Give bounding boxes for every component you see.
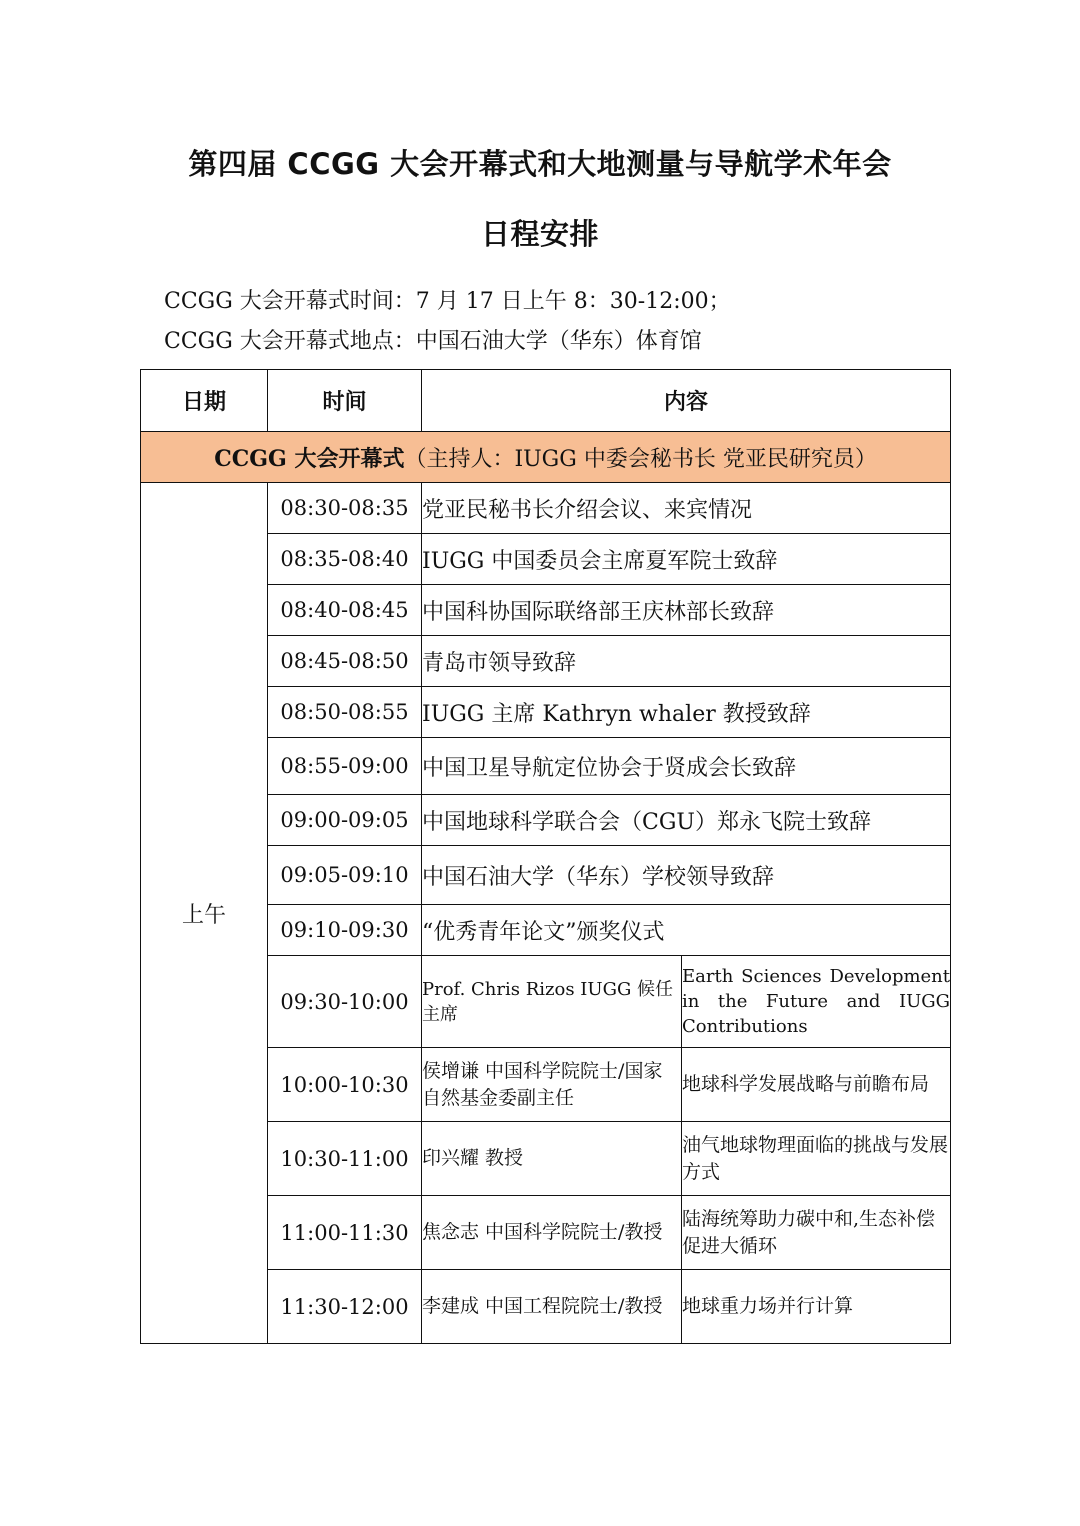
content-cell: 中国石油大学（华东）学校领导致辞 xyxy=(422,846,951,905)
speaker-cell: Prof. Chris Rizos IUGG 候任主席 xyxy=(422,956,682,1048)
time-cell: 10:30-11:00 xyxy=(268,1122,422,1196)
topic-cell: Earth Sciences Development in the Future and IUGG Contributions xyxy=(682,956,951,1048)
document-subtitle: 日程安排 xyxy=(480,217,599,251)
speaker-cell: 李建成 中国工程院院士/教授 xyxy=(422,1270,682,1344)
time-cell: 08:40-08:45 xyxy=(268,585,422,636)
time-cell: 11:00-11:30 xyxy=(268,1196,422,1270)
topic-cell: 油气地球物理面临的挑战与发展方式 xyxy=(682,1122,951,1196)
time-cell: 08:45-08:50 xyxy=(268,636,422,687)
time-cell: 09:30-10:00 xyxy=(268,956,422,1048)
time-cell: 08:35-08:40 xyxy=(268,534,422,585)
document-title: 第四届 CCGG 大会开幕式和大地测量与导航学术年会 xyxy=(188,147,892,181)
time-cell: 09:05-09:10 xyxy=(268,846,422,905)
speaker-cell: 侯增谦 中国科学院院士/国家自然基金委副主任 xyxy=(422,1048,682,1122)
section-host: （主持人：IUGG 中委会秘书长 党亚民研究员） xyxy=(404,446,877,472)
time-cell: 08:55-09:00 xyxy=(268,738,422,795)
section-title: CCGG 大会开幕式 xyxy=(214,445,405,472)
topic-cell: 陆海统筹助力碳中和,生态补偿促进大循环 xyxy=(682,1196,951,1270)
content-cell: 中国地球科学联合会（CGU）郑永飞院士致辞 xyxy=(422,795,951,846)
section-row xyxy=(141,432,951,483)
time-cell: 09:10-09:30 xyxy=(268,905,422,956)
time-cell: 10:00-10:30 xyxy=(268,1048,422,1122)
content-cell: 中国卫星导航定位协会于贤成会长致辞 xyxy=(422,738,951,795)
ceremony-time: CCGG 大会开幕式时间：7 月 17 日上午 8：30-12:00； xyxy=(164,289,731,314)
content-cell: IUGG 中国委员会主席夏军院士致辞 xyxy=(422,534,951,585)
content-cell: “优秀青年论文”颁奖仪式 xyxy=(422,905,951,956)
speaker-cell: 焦念志 中国科学院院士/教授 xyxy=(422,1196,682,1270)
content-cell: 党亚民秘书长介绍会议、来宾情况 xyxy=(422,483,951,534)
table-row xyxy=(141,483,951,534)
date-cell: 上午 xyxy=(141,483,268,1344)
content-cell: 中国科协国际联络部王庆林部长致辞 xyxy=(422,585,951,636)
header-content: 内容 xyxy=(422,370,951,432)
time-cell: 08:50-08:55 xyxy=(268,687,422,738)
table-header-row xyxy=(141,370,951,432)
schedule-table xyxy=(140,369,951,1344)
topic-cell: 地球重力场并行计算 xyxy=(682,1270,951,1344)
ceremony-place: CCGG 大会开幕式地点：中国石油大学（华东）体育馆 xyxy=(164,329,702,354)
content-cell: IUGG 主席 Kathryn whaler 教授致辞 xyxy=(422,687,951,738)
time-cell: 08:30-08:35 xyxy=(268,483,422,534)
time-cell: 09:00-09:05 xyxy=(268,795,422,846)
header-time: 时间 xyxy=(268,370,422,432)
header-date: 日期 xyxy=(141,370,268,432)
topic-cell: 地球科学发展战略与前瞻布局 xyxy=(682,1048,951,1122)
time-cell: 11:30-12:00 xyxy=(268,1270,422,1344)
content-cell: 青岛市领导致辞 xyxy=(422,636,951,687)
section-heading xyxy=(141,432,951,483)
speaker-cell: 印兴耀 教授 xyxy=(422,1122,682,1196)
